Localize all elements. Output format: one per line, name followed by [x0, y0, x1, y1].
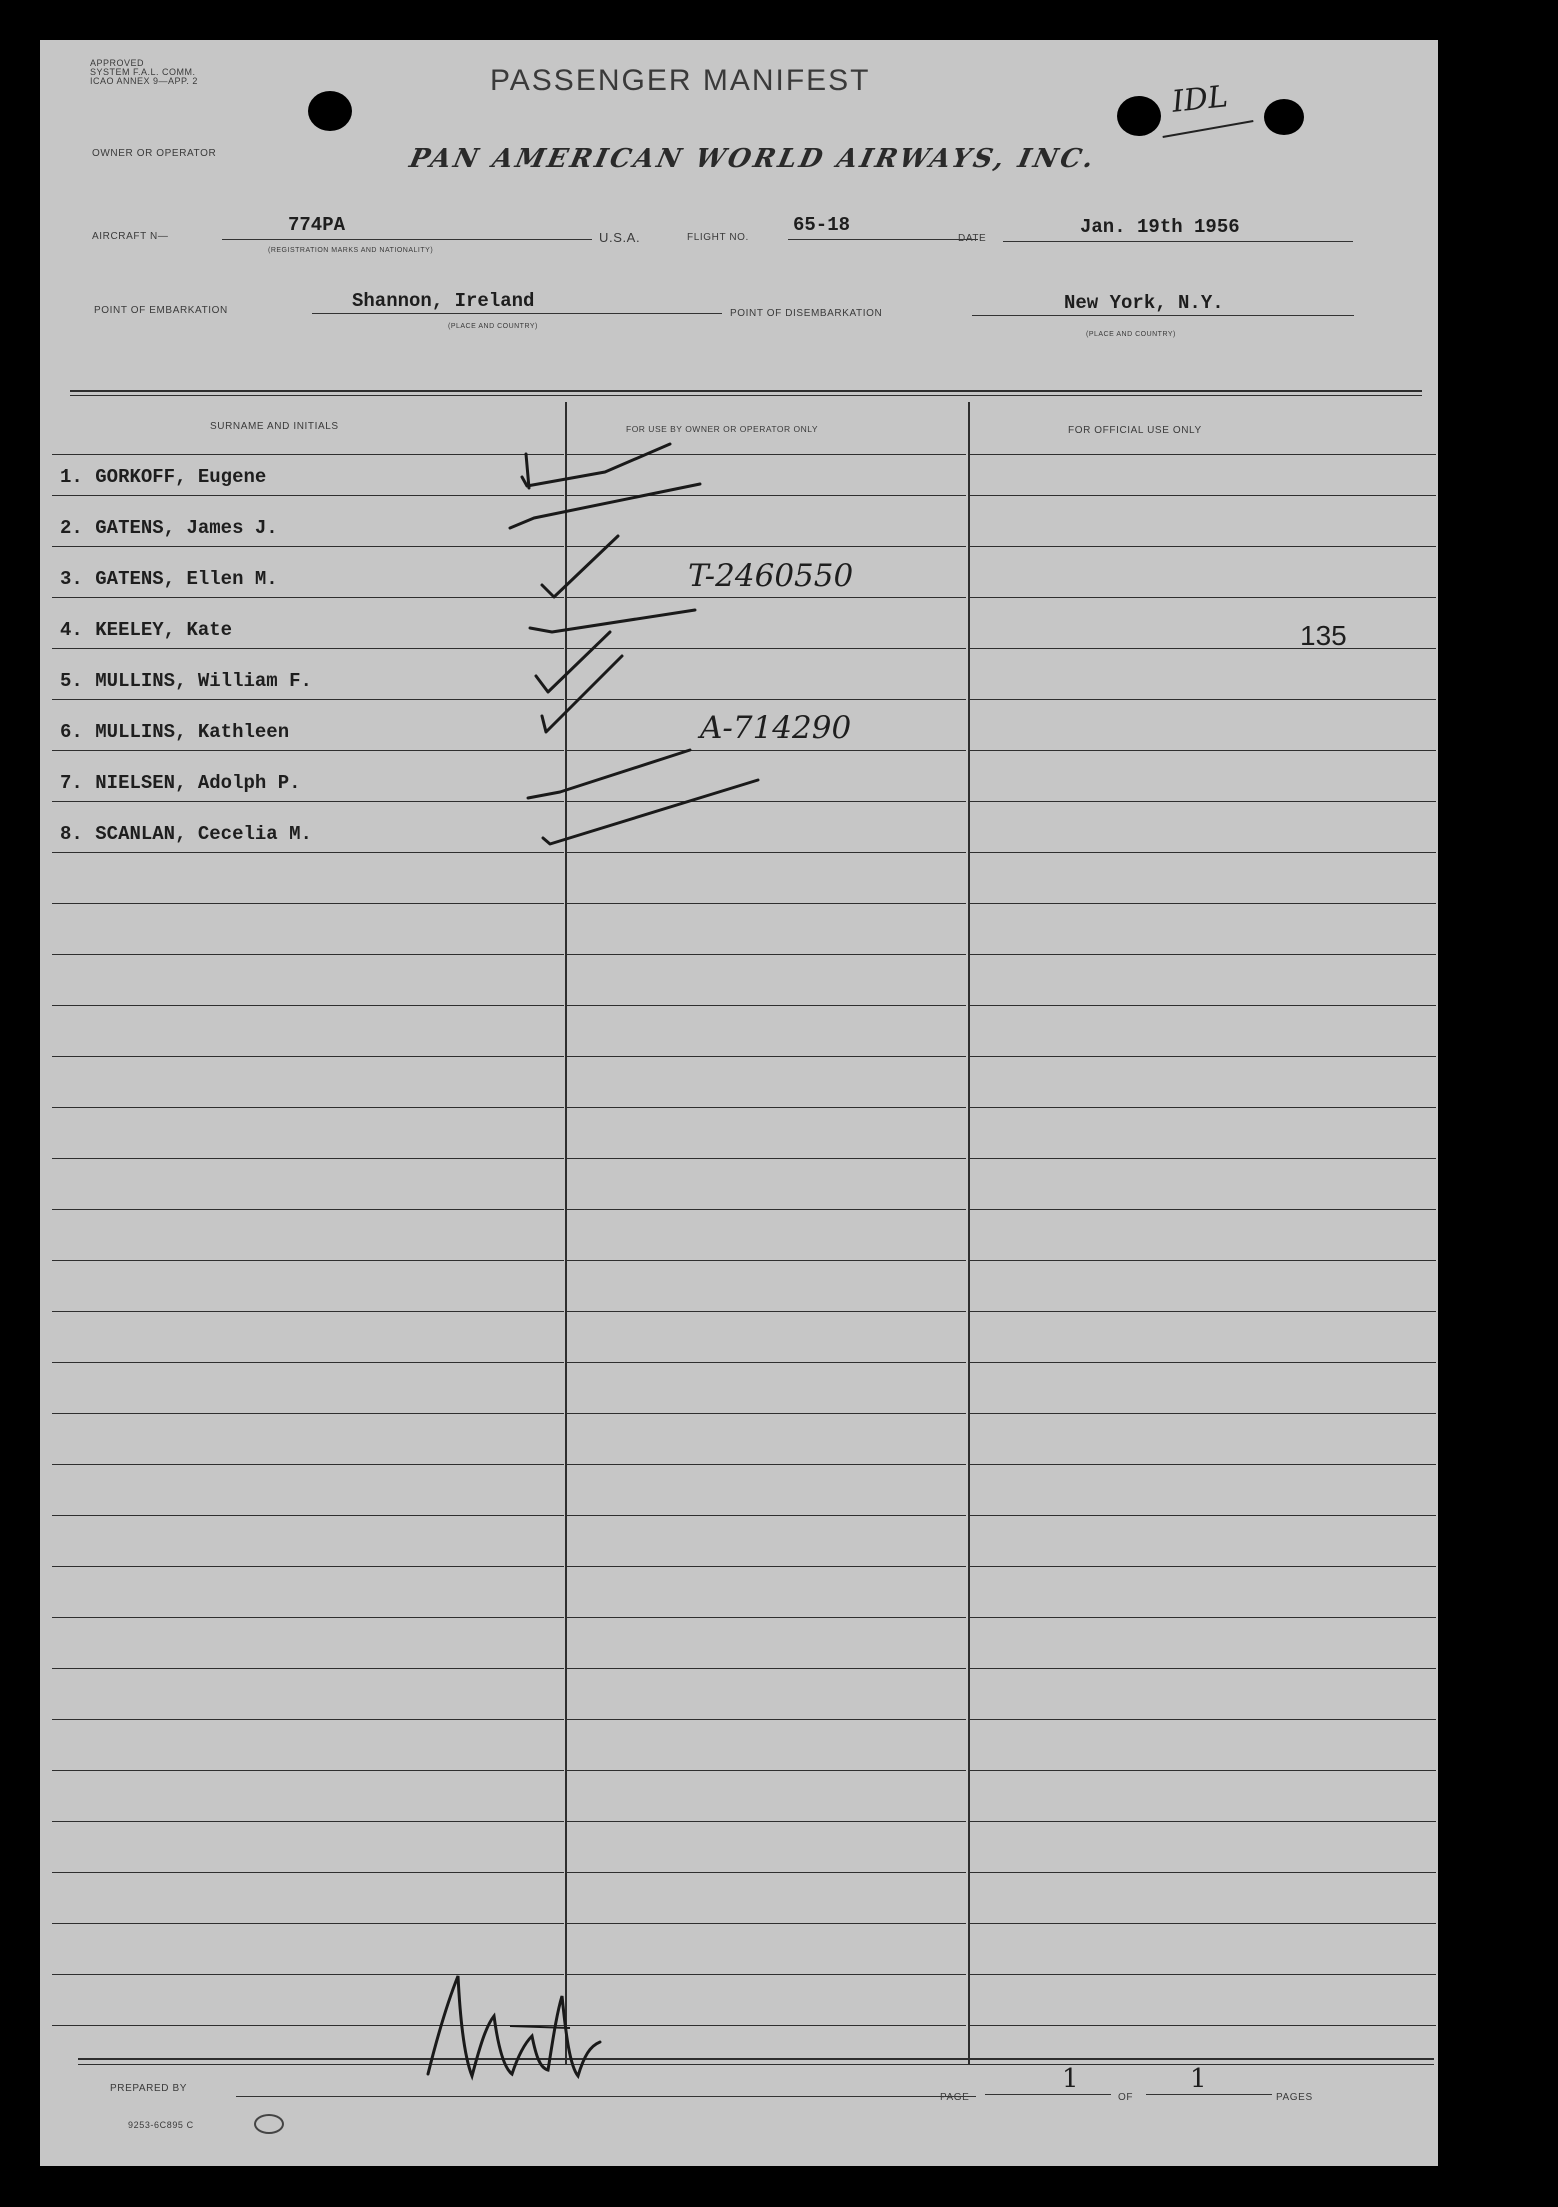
check-mark [542, 536, 618, 597]
embarkation-value: Shannon, Ireland [352, 290, 535, 312]
manifest-sheet [40, 40, 1438, 2166]
col-header-official: FOR OFFICIAL USE ONLY [1068, 425, 1202, 436]
check-mark [543, 780, 758, 844]
row-number: 2. [60, 517, 83, 539]
check-mark [510, 484, 700, 528]
row-number: 5. [60, 670, 83, 692]
handwritten-idl: IDL [1170, 79, 1230, 120]
passenger-name: KEELEY, Kate [95, 619, 233, 641]
check-mark [530, 610, 695, 632]
disembarkation-label: POINT OF DISEMBARKATION [730, 308, 883, 319]
row-number: 7. [60, 772, 83, 794]
row-number: 6. [60, 721, 83, 743]
signature [420, 1956, 610, 2106]
aircraft-label: AIRCRAFT N— [92, 231, 169, 242]
check-mark [528, 750, 690, 798]
disembarkation-caption: (PLACE AND COUNTRY) [1086, 331, 1176, 338]
union-label-icon [254, 2114, 284, 2134]
prepared-by-label: PREPARED BY [110, 2083, 187, 2094]
approval-line-1: APPROVED [90, 58, 145, 68]
owner-label: OWNER OR OPERATOR [92, 148, 217, 159]
flight-label: FLIGHT NO. [687, 232, 749, 243]
flight-value: 65-18 [793, 214, 851, 236]
official-number-row4: 135 [1300, 620, 1347, 651]
passenger-name: GORKOFF, Eugene [95, 466, 267, 488]
owner-name: PAN AMERICAN WORLD AIRWAYS, INC. [406, 144, 1099, 174]
table-bottom-rule-1 [78, 2058, 1434, 2060]
col-header-operator: FOR USE BY OWNER OR OPERATOR ONLY [626, 424, 819, 434]
disembarkation-value: New York, N.Y. [1064, 292, 1224, 314]
row-number: 8. [60, 823, 83, 845]
row-number: 4. [60, 619, 83, 641]
page-title: PASSENGER MANIFEST [490, 64, 871, 97]
note-ticket-row3: T-2460550 [688, 558, 854, 594]
row-number: 3. [60, 568, 83, 590]
of-label: OF [1118, 2092, 1134, 2103]
of-value: 1 [1190, 2064, 1207, 2094]
pages-label: PAGES [1276, 2092, 1313, 2103]
of-line [1146, 2078, 1272, 2095]
passenger-name: GATENS, James J. [95, 517, 278, 539]
page-value: 1 [1062, 2064, 1079, 2094]
date-value: Jan. 19th 1956 [1080, 216, 1240, 238]
page-line [985, 2078, 1111, 2095]
check-mark [536, 632, 610, 692]
passenger-name: NIELSEN, Adolph P. [95, 772, 301, 794]
form-number: 9253-6C895 C [128, 2120, 194, 2130]
embarkation-caption: (PLACE AND COUNTRY) [448, 323, 538, 330]
check-mark [542, 656, 622, 732]
usa-label: U.S.A. [599, 230, 641, 245]
approval-line-2: SYSTEM F.A.L. COMM. [90, 67, 196, 77]
date-label: DATE [958, 233, 987, 244]
passenger-name: SCANLAN, Cecelia M. [95, 823, 312, 845]
aircraft-value: 774PA [288, 214, 346, 236]
col-header-surname: SURNAME AND INITIALS [210, 421, 339, 432]
passenger-name: MULLINS, William F. [95, 670, 312, 692]
note-ticket-row6: A-714290 [700, 710, 852, 746]
approval-line-3: ICAO ANNEX 9—APP. 2 [90, 76, 198, 86]
registration-caption: (REGISTRATION MARKS AND NATIONALITY) [268, 247, 434, 254]
embarkation-label: POINT OF EMBARKATION [94, 305, 228, 316]
page-label: PAGE [940, 2092, 970, 2103]
check-mark [522, 444, 670, 486]
passenger-name: MULLINS, Kathleen [95, 721, 290, 743]
check-marks [40, 40, 1438, 2166]
passenger-name: GATENS, Ellen M. [95, 568, 278, 590]
table-bottom-rule-2 [78, 2064, 1434, 2065]
row-number: 1. [60, 466, 83, 488]
